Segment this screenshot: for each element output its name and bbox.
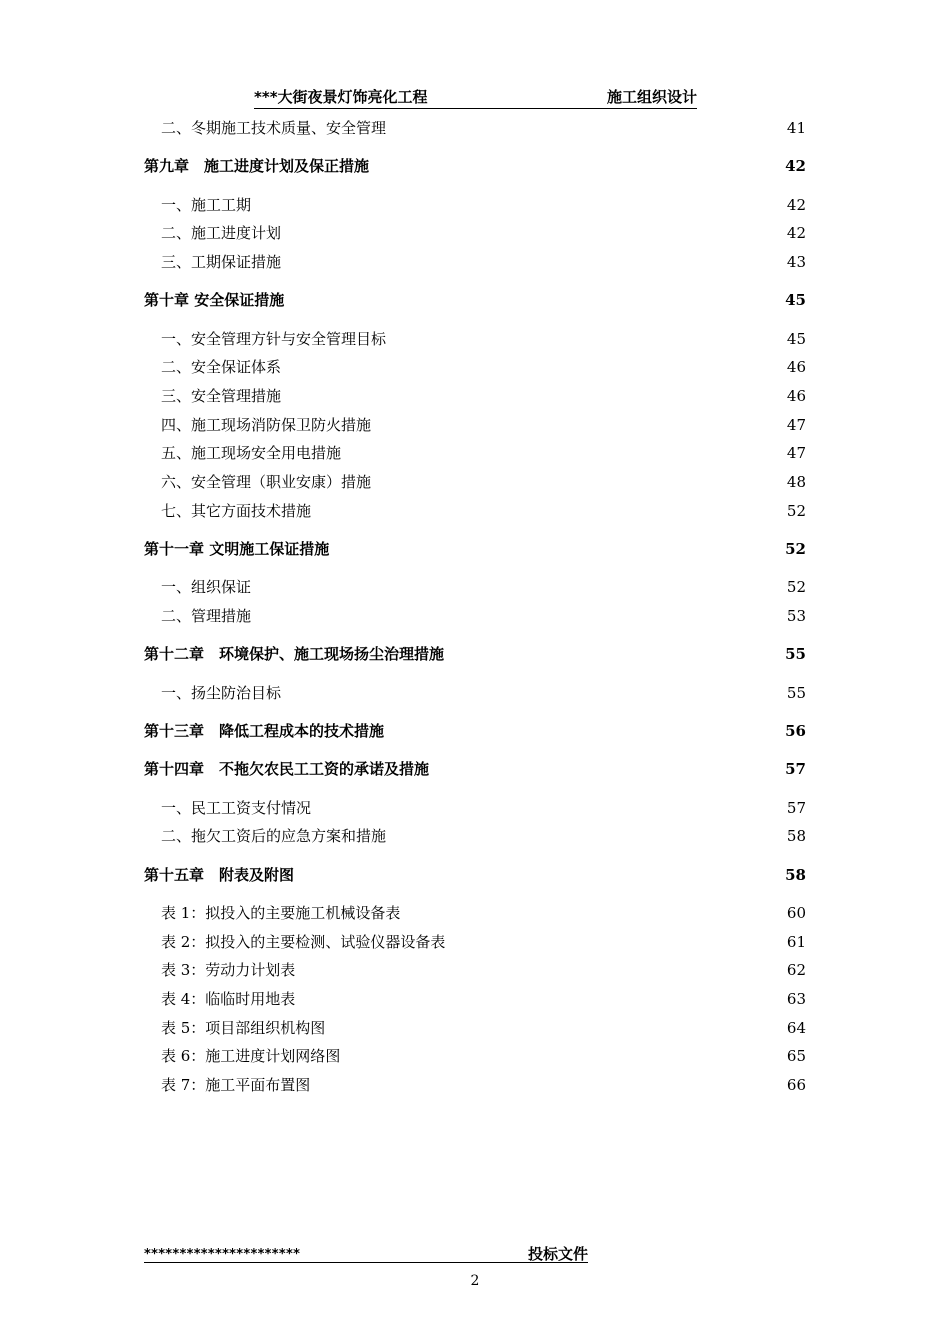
toc-entry-title: 二、管理措施 xyxy=(161,607,252,625)
page-number: 2 xyxy=(470,1273,480,1289)
toc-entry-page-number: 58 xyxy=(785,866,806,884)
toc-entry-title: 表 1：拟投入的主要施工机械设备表 xyxy=(161,904,401,922)
toc-entry-title: 七、其它方面技术措施 xyxy=(161,502,312,520)
toc-chapter-entry[interactable] xyxy=(144,864,806,886)
toc-entry-page-number: 42 xyxy=(785,157,806,175)
footer-document-label: 投标文件 xyxy=(527,1245,588,1263)
toc-entry-page-number: 64 xyxy=(786,1019,806,1037)
toc-entry-page-number: 42 xyxy=(786,224,806,242)
header-project-title: ***大街夜景灯饰亮化工程 xyxy=(254,88,428,106)
toc-chapter-entry[interactable] xyxy=(144,538,806,560)
toc-section-entry[interactable] xyxy=(144,328,806,350)
toc-entry-page-number: 53 xyxy=(786,607,806,625)
toc-section-entry[interactable] xyxy=(144,1017,806,1039)
toc-chapter-entry[interactable] xyxy=(144,289,806,311)
toc-section-entry[interactable] xyxy=(144,825,806,847)
toc-section-entry[interactable] xyxy=(144,414,806,436)
toc-entry-title: 第十二章 环境保护、施工现场扬尘治理措施 xyxy=(144,645,445,663)
toc-entry-title: 第十章 安全保证措施 xyxy=(144,291,285,309)
toc-entry-page-number: 46 xyxy=(786,358,806,376)
toc-entry-page-number: 47 xyxy=(786,416,806,434)
toc-section-entry[interactable] xyxy=(144,385,806,407)
toc-section-entry[interactable] xyxy=(144,500,806,522)
footer-company-mask: ********************** xyxy=(144,1247,301,1262)
toc-entry-page-number: 52 xyxy=(785,540,806,558)
toc-entry-page-number: 46 xyxy=(786,387,806,405)
toc-entry-title: 表 6：施工进度计划网络图 xyxy=(161,1047,341,1065)
toc-entry-title: 第十四章 不拖欠农民工工资的承诺及措施 xyxy=(144,760,430,778)
toc-entry-page-number: 47 xyxy=(786,444,806,462)
toc-entry-title: 第十三章 降低工程成本的技术措施 xyxy=(144,722,385,740)
toc-entry-title: 二、施工进度计划 xyxy=(161,224,282,242)
toc-section-entry[interactable] xyxy=(144,471,806,493)
toc-section-entry[interactable] xyxy=(144,959,806,981)
toc-entry-title: 一、组织保证 xyxy=(161,578,252,596)
toc-section-entry[interactable] xyxy=(144,1074,806,1096)
toc-entry-title: 三、工期保证措施 xyxy=(161,253,282,271)
toc-section-entry[interactable] xyxy=(144,576,806,598)
toc-entry-title: 表 3：劳动力计划表 xyxy=(161,961,296,979)
toc-entry-title: 四、施工现场消防保卫防火措施 xyxy=(161,416,372,434)
page-header xyxy=(254,88,697,109)
toc-entry-page-number: 55 xyxy=(786,684,806,702)
toc-entry-page-number: 57 xyxy=(785,760,806,778)
toc-section-entry[interactable] xyxy=(144,682,806,704)
toc-entry-title: 表 2：拟投入的主要检测、试验仪器设备表 xyxy=(161,933,446,951)
toc-section-entry[interactable] xyxy=(144,902,806,924)
toc-entry-title: 二、拖欠工资后的应急方案和措施 xyxy=(161,827,387,845)
toc-entry-title: 表 7：施工平面布置图 xyxy=(161,1076,311,1094)
toc-entry-title: 五、施工现场安全用电措施 xyxy=(161,444,342,462)
toc-entry-page-number: 52 xyxy=(786,578,806,596)
toc-section-entry[interactable] xyxy=(144,356,806,378)
toc-entry-page-number: 66 xyxy=(786,1076,806,1094)
toc-chapter-entry[interactable] xyxy=(144,643,806,665)
toc-entry-title: 三、安全管理措施 xyxy=(161,387,282,405)
toc-entry-page-number: 63 xyxy=(786,990,806,1008)
toc-section-entry[interactable] xyxy=(144,1045,806,1067)
toc-entry-title: 第九章 施工进度计划及保正措施 xyxy=(144,157,370,175)
toc-entry-title: 表 5：项目部组织机构图 xyxy=(161,1019,326,1037)
toc-chapter-entry[interactable] xyxy=(144,758,806,780)
toc-entry-title: 二、冬期施工技术质量、安全管理 xyxy=(161,119,387,137)
toc-entry-title: 第十一章 文明施工保证措施 xyxy=(144,540,330,558)
toc-section-entry[interactable] xyxy=(144,117,806,139)
toc-entry-title: 一、民工工资支付情况 xyxy=(161,799,312,817)
toc-section-entry[interactable] xyxy=(144,442,806,464)
toc-entry-page-number: 62 xyxy=(786,961,806,979)
toc-entry-title: 六、安全管理（职业安康）措施 xyxy=(161,473,372,491)
page-footer xyxy=(144,1246,588,1263)
toc-section-entry[interactable] xyxy=(144,931,806,953)
toc-section-entry[interactable] xyxy=(144,605,806,627)
toc-entry-page-number: 52 xyxy=(786,502,806,520)
toc-entry-page-number: 48 xyxy=(786,473,806,491)
toc-entry-page-number: 61 xyxy=(786,933,806,951)
toc-section-entry[interactable] xyxy=(144,222,806,244)
toc-section-entry[interactable] xyxy=(144,797,806,819)
toc-entry-page-number: 60 xyxy=(786,904,806,922)
toc-entry-page-number: 45 xyxy=(786,330,806,348)
toc-entry-title: 第十五章 附表及附图 xyxy=(144,866,295,884)
toc-entry-page-number: 41 xyxy=(786,119,806,137)
toc-entry-page-number: 45 xyxy=(785,291,806,309)
toc-section-entry[interactable] xyxy=(144,251,806,273)
toc-entry-page-number: 56 xyxy=(785,722,806,740)
toc-entry-page-number: 57 xyxy=(786,799,806,817)
toc-entry-page-number: 55 xyxy=(785,645,806,663)
toc-chapter-entry[interactable] xyxy=(144,720,806,742)
toc-entry-title: 表 4：临临时用地表 xyxy=(161,990,296,1008)
toc-entry-page-number: 58 xyxy=(786,827,806,845)
toc-entry-title: 一、安全管理方针与安全管理目标 xyxy=(161,330,387,348)
toc-entry-page-number: 65 xyxy=(786,1047,806,1065)
toc-section-entry[interactable] xyxy=(144,988,806,1010)
toc-entry-title: 一、施工工期 xyxy=(161,196,252,214)
toc-chapter-entry[interactable] xyxy=(144,155,806,177)
toc-section-entry[interactable] xyxy=(144,194,806,216)
toc-entry-title: 二、安全保证体系 xyxy=(161,358,282,376)
toc-entry-title: 一、扬尘防治目标 xyxy=(161,684,282,702)
header-document-type: 施工组织设计 xyxy=(606,88,697,106)
toc-entry-page-number: 43 xyxy=(786,253,806,271)
toc-entry-page-number: 42 xyxy=(786,196,806,214)
